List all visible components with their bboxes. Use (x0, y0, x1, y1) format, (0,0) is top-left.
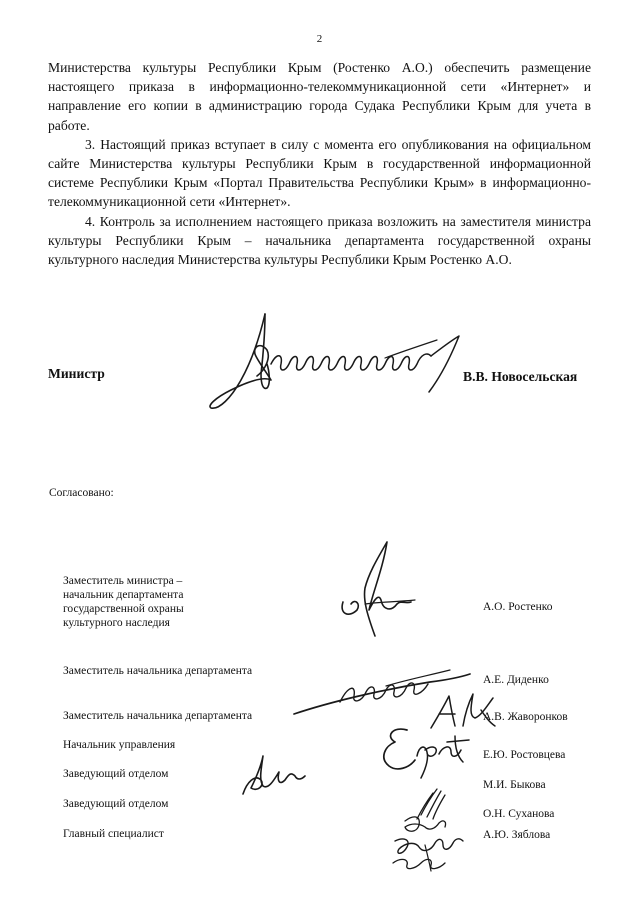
approver-position-zhavoronkov: Заместитель начальника департамента (63, 710, 253, 722)
approver-position-sukhanova: Заведующий отделом (63, 798, 169, 810)
approver-name-rostenko: А.О. Ростенко (483, 601, 553, 613)
approver-name-zyablova: А.Ю. Зяблова (483, 829, 551, 841)
agreed-label: Согласовано: (49, 487, 114, 499)
minister-signature (205, 310, 470, 422)
approver-position-zyablova: Главный специалист (63, 828, 164, 840)
rostenko-signature (335, 538, 420, 638)
order-body-text (48, 58, 591, 269)
rostovtseva-signature (373, 722, 473, 782)
bykova-signature (235, 752, 310, 797)
page-number: 2 (316, 33, 323, 45)
approver-name-zhavoronkov: А.В. Жаворонков (483, 711, 568, 723)
approver-name-rostovtseva: Е.Ю. Ростовцева (483, 749, 566, 761)
minister-title: Министр (48, 366, 105, 381)
approver-name-bykova: М.И. Быкова (483, 779, 546, 791)
approver-position-didenko: Заместитель начальника департамента (63, 665, 253, 677)
paragraph-4: 4. Контроль за исполнением настоящего приказа возложить на заместителя министра культуры Республики Крым – начальника департамента государственной охраны культурного наследия Министерства культуры Республики Крым Ростенко А.О. (48, 213, 591, 268)
approver-name-sukhanova: О.Н. Суханова (483, 808, 555, 820)
paragraph-continuation: Министерства культуры Республики Крым (Ростенко А.О.) обеспечить размещение настоящего приказа в информационно-телекоммуникационной сети «Интернет» и направление его копии в администрацию города Судака Республики Крым для учета в работе. (48, 60, 591, 133)
approver-name-didenko: А.Е. Диденко (483, 674, 549, 686)
approver-position-rostovtseva: Начальник управления (63, 739, 176, 751)
minister-name: В.В. Новосельская (463, 369, 578, 384)
approver-position-bykova: Заведующий отделом (63, 768, 169, 780)
sukhanova-zyablova-signature (385, 785, 475, 875)
approver-position-rostenko: Заместитель министра – начальник департамента государственной охраны культурного наследия (63, 575, 184, 629)
paragraph-3: 3. Настоящий приказ вступает в силу с момента его опубликования на официальном сайте Министерства культуры Республики Крым в государственной информационной системе Республики Крым «Портал Правительства Республики Крым» в информационно-телекоммуникационной сети «Интернет». (48, 136, 591, 210)
